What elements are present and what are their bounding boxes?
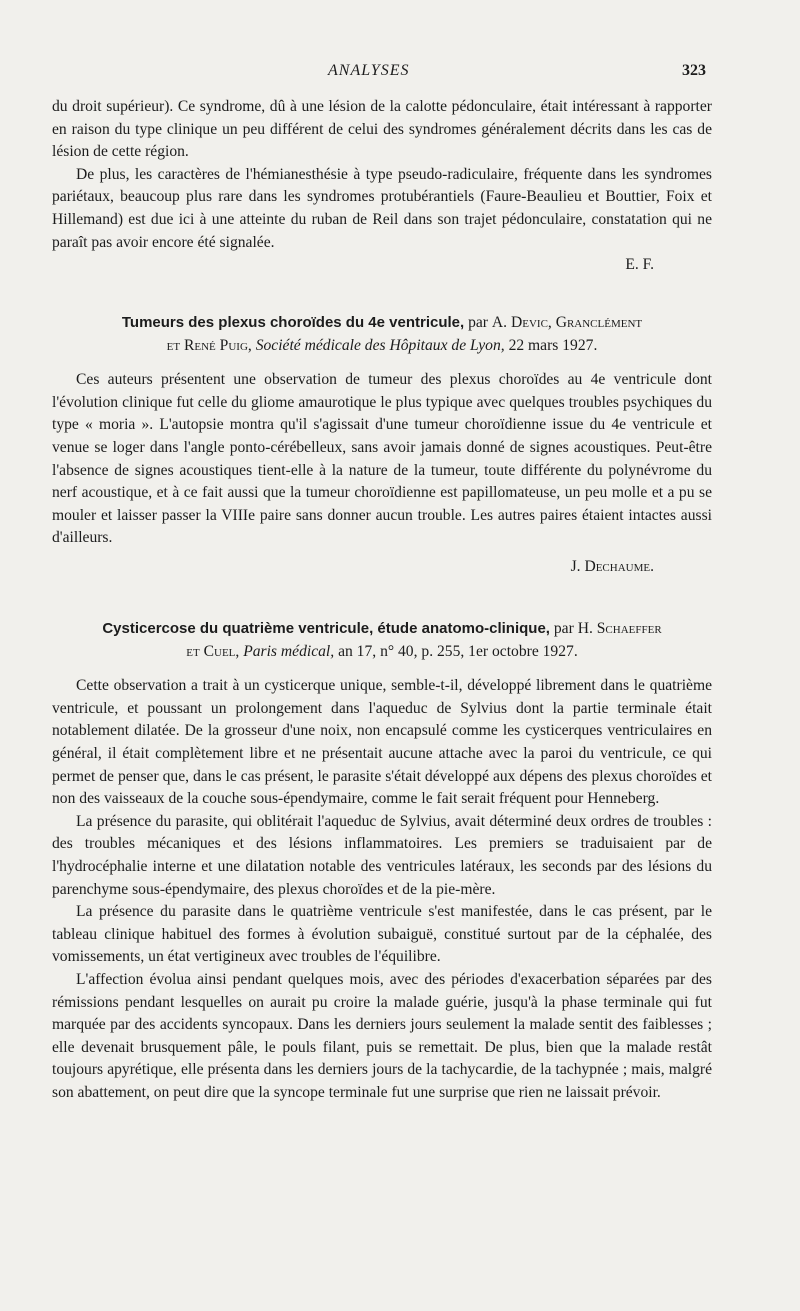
paragraph: Cette observation a trait à un cysticerque unique, semble-t-il, développé librement dans le quatrième ventricule, et poussant un prolongement dans l'aqueduc de Sylvius dont la partie terminale était notablement dilatée. De la grosseur d'une noix, non encapsulé comme les cysticerques ventriculaires en général, il était complètement libre et ne présentait aucune attache avec la paroi du ventricule, ce qui permet de penser que, dans le cas présent, le parasite s'était développé aux dépens des plexus choroïdes et non des vaisseaux de la couche sous-épendymaire, comme le fait serait fréquent pour Henneberg. — [52, 677, 712, 808]
article-heading — [52, 618, 712, 663]
running-title: ANALYSES — [328, 62, 410, 79]
journal: Paris médical, — [243, 642, 335, 660]
authors: et Cuel, — [186, 642, 240, 660]
journal: Société médicale des Hôpitaux de Lyon, — [255, 336, 505, 354]
authors: A. Devic, Granclément — [491, 314, 643, 331]
paragraph: du droit supérieur). Ce syndrome, dû à une lésion de la calotte pédonculaire, était intéressant à rapporter en raison du type clinique un peu différent de celui des syndromes généralement décrits dans les cas de lésion de cette région. — [52, 98, 712, 161]
signature: E. F. — [625, 256, 654, 274]
citation: an 17, n° 40, p. 255, 1er octobre 1927. — [338, 642, 578, 660]
continuation-section — [52, 96, 712, 277]
article-cysticercose — [52, 618, 712, 1104]
article-heading — [52, 312, 712, 357]
by-word: par — [468, 314, 489, 331]
citation: 22 mars 1927. — [508, 336, 598, 354]
article-tumeurs — [52, 312, 712, 579]
paragraph: Ces auteurs présentent une observation de tumeur des plexus choroïdes au 4e ventricule dont l'évolution clinique fut celle du gliome amaurotique le plus typique avec quelques troubles psychiques du type « moria ». L'autopsie montra qu'il s'agissait d'une tumeur choroïdienne issue du 4e ventricule et venue se loger dans l'angle ponto-cérébelleux, sans avoir jamais donné de signes acoustiques. Peut-être l'absence de signes acoustiques tient-elle à la nature de la tumeur, toute différente du polynévrome du nerf acoustique, et à ce fait aussi que la tumeur choroïdienne est papillomateuse, un peu molle et a pu se mouler et laisser passer la VIIIe paire sans donner aucun trouble. Les autres paires étaient intactes aussi d'ailleurs. — [52, 371, 712, 547]
article-title: Tumeurs des plexus choroïdes du 4e ventricule, — [121, 314, 465, 331]
signature: J. Dechaume. — [570, 557, 654, 575]
paragraph: La présence du parasite, qui oblitérait l'aqueduc de Sylvius, avait déterminé deux ordres de troubles : des troubles mécaniques et des lésions inflammatoires. Les premiers se traduisaient par de l'hydrocéphalie interne et une dilatation notable des ventricules latéraux, les seconds par des lésions du parenchyme sous-épendymaire, des plexus choroïdes et de la pie-mère. — [52, 812, 712, 898]
authors: H. Schaeffer — [577, 620, 662, 637]
paragraph: L'affection évolua ainsi pendant quelques mois, avec des périodes d'exacerbation séparées par des rémissions pendant lesquelles on aurait pu croire la malade guérie, jusqu'à la phase terminale qui fut marquée par des accidents syncopaux. Dans les derniers jours seulement la malade sentit des faiblesses ; elle devenait brusquement pâle, le pouls filant, puis se remettait. De plus, bien que la malade restât toujours apyrétique, elle présenta dans les derniers jours de la tachycardie, de la tachypnée ; mais, malgré son abattement, on peut dire que la syncope terminale fut une surprise que rien ne laissait prévoir. — [52, 970, 712, 1101]
paragraph: La présence du parasite dans le quatrième ventricule s'est manifestée, dans le cas présent, par le tableau clinique habituel des formes à évolution subaiguë, constitué surtout par de la céphalée, des vomissements, un état vertigineux avec troubles de l'équilibre. — [52, 903, 712, 966]
page-header — [0, 62, 800, 86]
article-title: Cysticercose du quatrième ventricule, étude anatomo-clinique, — [102, 620, 550, 637]
by-word: par — [553, 620, 574, 637]
page-number: 323 — [682, 62, 706, 79]
authors: et René Puig, — [166, 336, 252, 354]
paragraph: De plus, les caractères de l'hémianesthésie à type pseudo-radiculaire, fréquente dans les syndromes pariétaux, beaucoup plus rare dans les syndromes protubérantiels (Faure-Beaulieu et Bouttier, Foix et Hillemand) est due ici à une atteinte du ruban de Reil dans son trajet pédonculaire, constatation qui ne paraît pas avoir encore été signalée. — [52, 165, 712, 251]
